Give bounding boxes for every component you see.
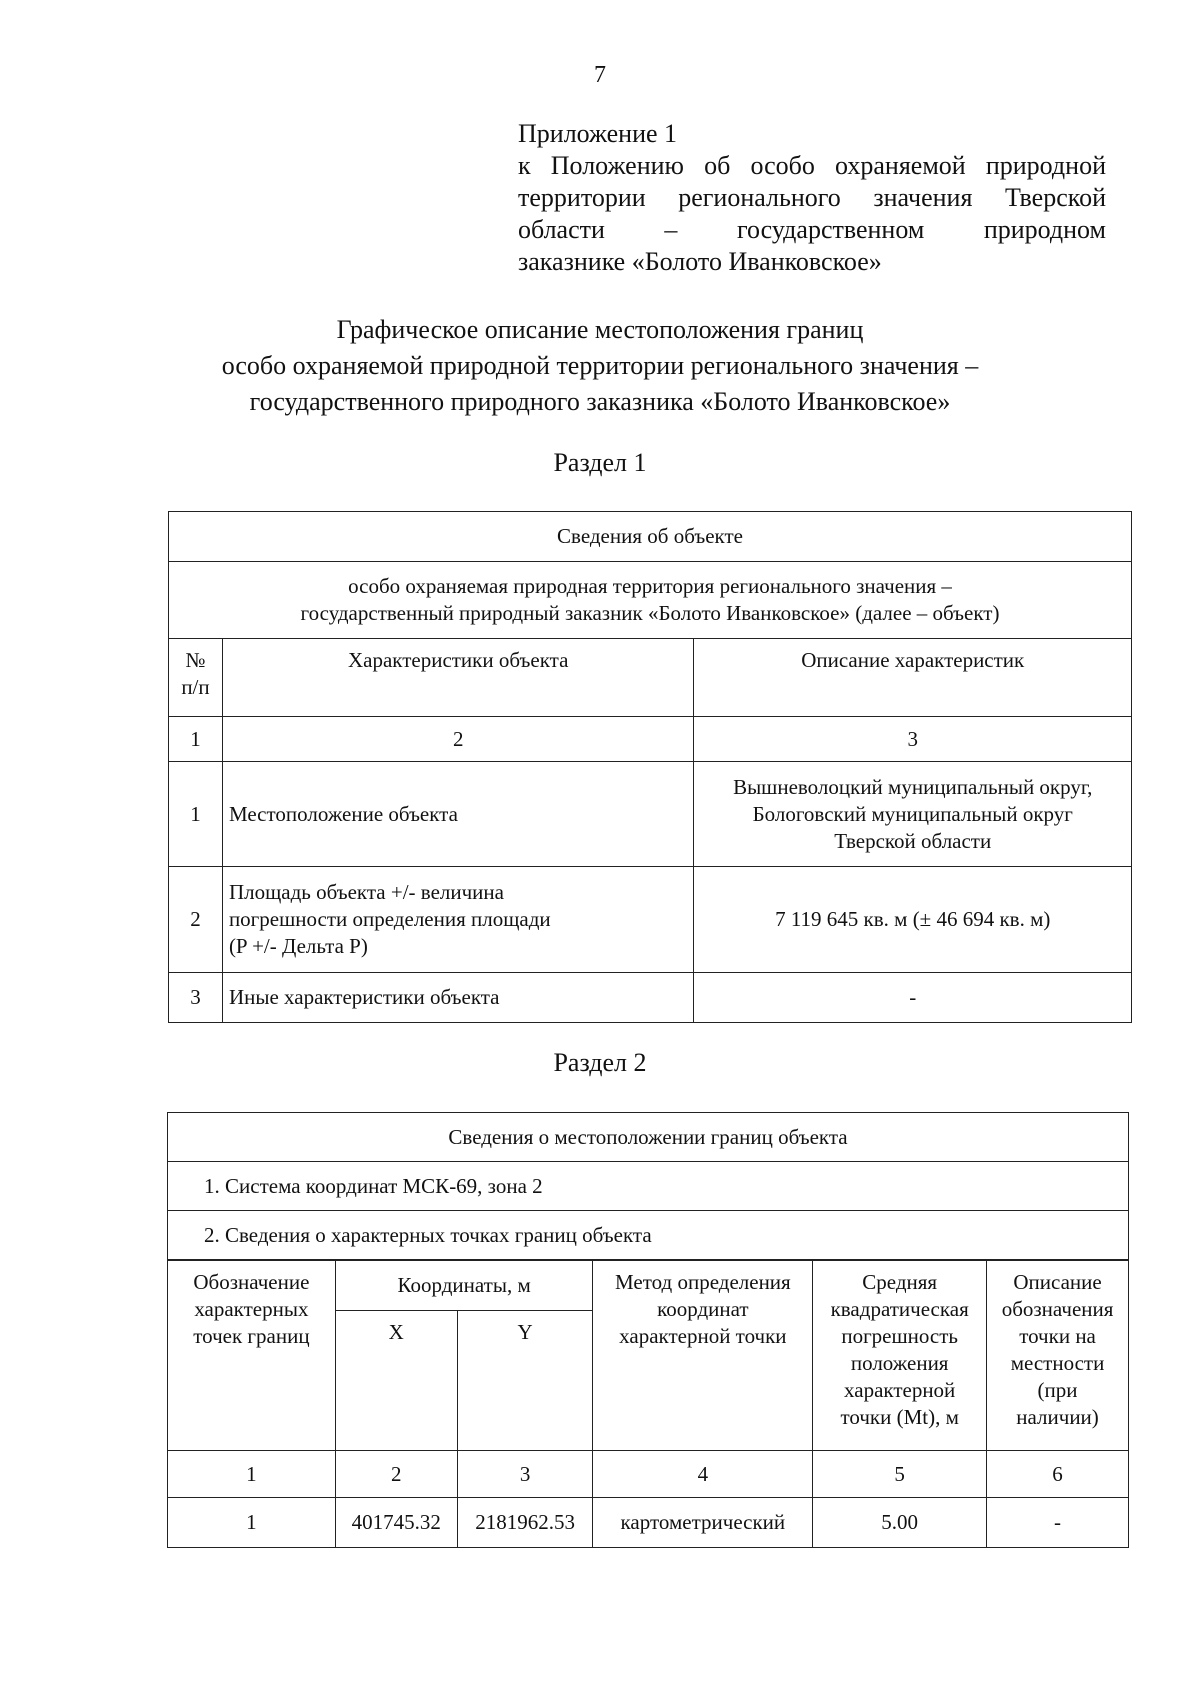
page-number: 7: [594, 62, 606, 88]
method-header-line: координат: [657, 1297, 749, 1321]
point-method: картометрический: [593, 1498, 813, 1548]
characteristic-line: погрешности определения площади: [228, 907, 551, 931]
appendix-line: территории регионального значения Тверской: [518, 183, 1106, 212]
point-description-header-line: наличии): [1016, 1405, 1099, 1429]
coordinates-header: Координаты, м: [335, 1261, 593, 1311]
boundary-points-table: [167, 1260, 1129, 1548]
column-number: 3: [694, 717, 1132, 762]
point-x: 401745.32: [335, 1498, 457, 1548]
column-number: 4: [593, 1451, 813, 1498]
boundaries-info-title: Сведения о местоположении границ объекта: [168, 1113, 1129, 1162]
section-1-title: Раздел 1: [553, 448, 647, 477]
characteristic-name: [222, 973, 694, 1023]
x-header: X: [335, 1311, 457, 1451]
appendix-line: области – государственном природном: [518, 215, 1106, 244]
point-description-header-line: Описание: [1013, 1270, 1102, 1294]
num-header-line: п/п: [181, 675, 210, 699]
object-name: [169, 562, 1132, 639]
object-info-table: [168, 511, 1132, 1023]
description-header: Описание характеристик: [694, 639, 1132, 717]
column-number: 2: [335, 1451, 457, 1498]
error-header-line: положения: [850, 1351, 949, 1375]
characteristic-name: [222, 762, 694, 867]
characteristic-line: Местоположение объекта: [228, 801, 458, 826]
appendix-header: [518, 118, 1106, 278]
point-description-header-line: (при: [1037, 1378, 1078, 1402]
value-line: Вышневолоцкий муниципальный округ,: [733, 774, 1093, 799]
error-header-line: характерной: [844, 1378, 956, 1402]
column-number: 5: [813, 1451, 987, 1498]
designation-header-line: точек границ: [193, 1324, 310, 1348]
characteristic-name: [222, 867, 694, 973]
value-line: Тверской области: [834, 828, 992, 853]
column-number: 2: [222, 717, 694, 762]
point-error: 5.00: [813, 1498, 987, 1548]
row-number: 3: [169, 973, 223, 1023]
error-header-line: квадратическая: [830, 1297, 969, 1321]
error-header-line: Средняя: [862, 1270, 938, 1294]
num-header-line: №: [185, 648, 206, 672]
column-number: 3: [457, 1451, 593, 1498]
point-description-header-line: местности: [1010, 1351, 1105, 1375]
row-number: 1: [169, 762, 223, 867]
table-row: [169, 973, 1132, 1023]
characteristic-line: (P +/- Дельта P): [228, 934, 368, 958]
method-header: [593, 1261, 813, 1451]
table-row: [169, 867, 1132, 973]
appendix-line: к Положению об особо охраняемой природной: [518, 151, 1106, 180]
y-header: Y: [457, 1311, 593, 1451]
points-info-title: 2. Сведения о характерных точках границ объекта: [168, 1211, 1129, 1260]
characteristic-value: [694, 762, 1132, 867]
point-designation: 1: [168, 1498, 336, 1548]
section-2-title: Раздел 2: [553, 1048, 647, 1077]
error-header-line: погрешность: [841, 1324, 959, 1348]
designation-header-line: Обозначение: [193, 1270, 310, 1294]
value-line: Бологовский муниципальный округ: [752, 801, 1073, 826]
characteristics-header: Характеристики объекта: [222, 639, 694, 717]
heading-line: Графическое описание местоположения границ: [336, 315, 864, 344]
characteristic-line: Иные характеристики объекта: [228, 985, 500, 1009]
appendix-line: Приложение 1: [518, 119, 678, 148]
num-header: [169, 639, 223, 717]
point-description-header-line: точки на: [1019, 1324, 1096, 1348]
heading-line: особо охраняемой природной территории регионального значения –: [221, 351, 979, 380]
characteristic-line: Площадь объекта +/- величина: [228, 880, 504, 904]
method-header-line: Метод определения: [615, 1270, 791, 1294]
characteristic-value: [694, 973, 1132, 1023]
column-number: 1: [168, 1451, 336, 1498]
column-number: 1: [169, 717, 223, 762]
row-number: 2: [169, 867, 223, 973]
error-header: [813, 1261, 987, 1451]
designation-header: [168, 1261, 336, 1451]
characteristic-value: [694, 867, 1132, 973]
boundaries-info-table: [167, 1112, 1129, 1260]
coordinate-system: 1. Система координат МСК-69, зона 2: [168, 1162, 1129, 1211]
point-description-header: [987, 1261, 1129, 1451]
designation-header-line: характерных: [194, 1297, 309, 1321]
table-row: [168, 1498, 1129, 1548]
error-header-line: точки (Mt), м: [840, 1405, 959, 1429]
point-description: -: [987, 1498, 1129, 1548]
point-description-header-line: обозначения: [1001, 1297, 1114, 1321]
table-row: [169, 762, 1132, 867]
object-name-line: особо охраняемая природная территория регионального значения –: [348, 574, 952, 598]
object-info-title: Сведения об объекте: [169, 512, 1132, 562]
column-number: 6: [987, 1451, 1129, 1498]
object-name-line: государственный природный заказник «Болото Иванковское» (далее – объект): [300, 601, 1000, 625]
heading-line: государственного природного заказника «Болото Иванковское»: [249, 387, 951, 416]
point-y: 2181962.53: [457, 1498, 593, 1548]
value-line: -: [909, 985, 917, 1009]
appendix-line: заказнике «Болото Иванковское»: [518, 247, 882, 276]
method-header-line: характерной точки: [619, 1324, 787, 1348]
document-heading: [0, 312, 1200, 420]
value-line: 7 119 645 кв. м (± 46 694 кв. м): [775, 907, 1051, 931]
